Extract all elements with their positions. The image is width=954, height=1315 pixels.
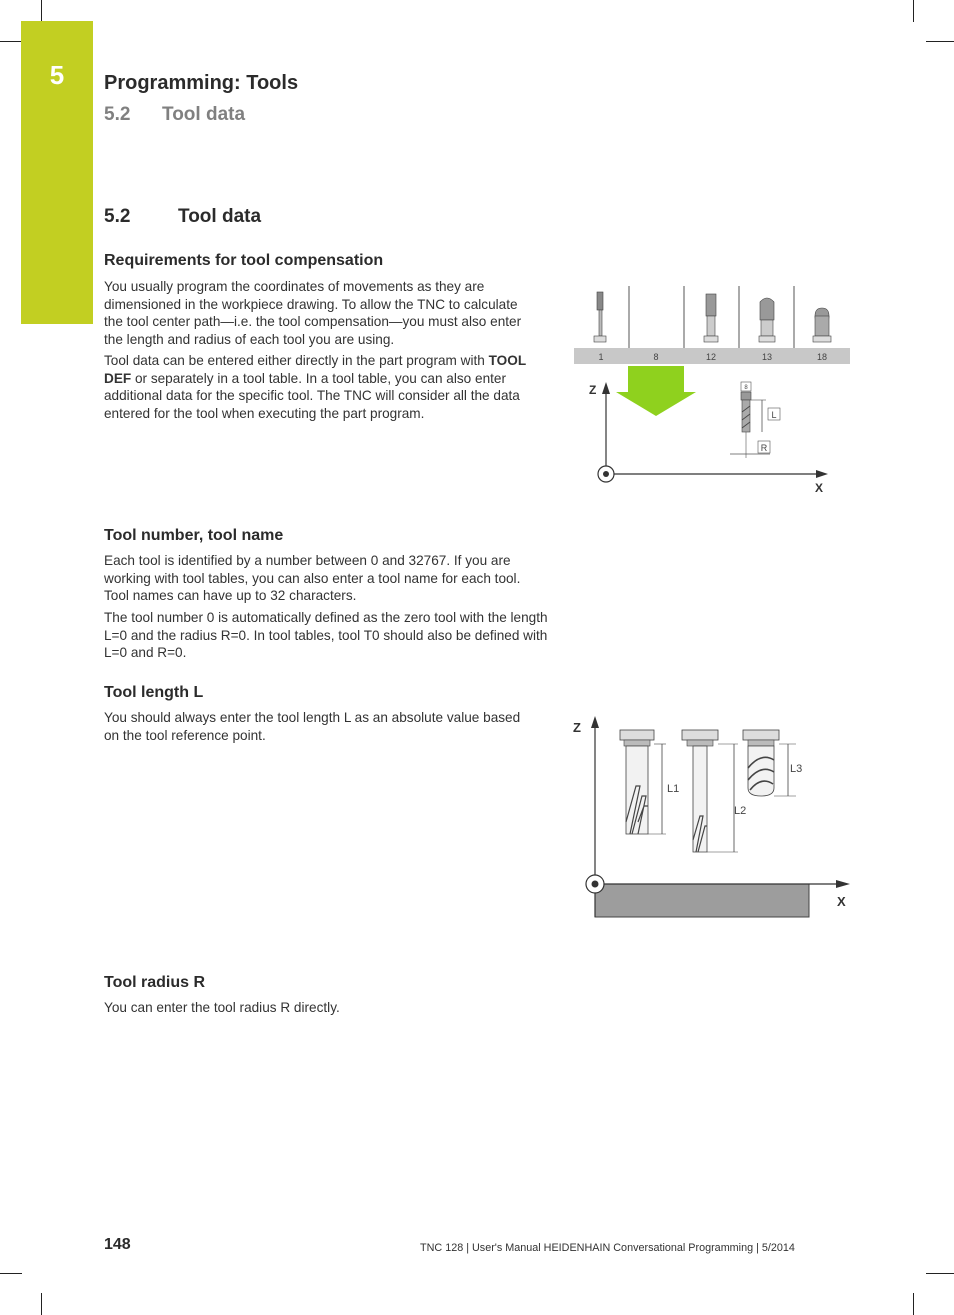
page-number: 148 [104,1236,131,1253]
footer-text: TNC 128 | User's Manual HEIDENHAIN Conversational Programming | 5/2014 [420,1242,795,1254]
crop-mark [41,1293,42,1315]
magazine-tool-13 [759,298,775,342]
axis-label-z: Z [573,720,581,735]
tool-number-8: 8 [653,352,659,362]
crop-mark [913,0,914,22]
heading-tool-length: Tool length L [104,684,204,701]
code-tool-def: TOOL DEF [104,353,526,386]
label-l3: L3 [790,763,803,775]
label-l2: L2 [734,805,747,817]
section-title: Tool data [178,206,262,227]
paragraph-tool-length: You should always enter the tool length L as an absolute value based on the tool reference point. [104,710,521,743]
crop-mark [926,1273,954,1274]
chapter-title: Programming: Tools [104,72,299,94]
tool-number-12: 12 [705,352,717,362]
magazine-tool-18 [813,308,831,342]
crop-mark [0,1273,22,1274]
label-l1: L1 [667,783,680,795]
tool-number-13: 13 [761,352,773,362]
crop-mark [41,0,42,22]
axis-label-x: X [815,481,824,495]
header-section-title: Tool data [162,104,246,125]
x-axis-arrow [836,880,850,888]
magazine-tool-1 [594,292,606,342]
axis-label-x: X [837,894,846,909]
workpiece [595,884,809,917]
label-length: L [771,410,777,420]
header-section-number: 5.2 [104,104,131,125]
x-axis-arrow [816,470,828,478]
paragraph-tool-number-1: Each tool is identified by a number between 0 and 32767. If you are working with tool tables, you can also enter a tool name for each tool. Tool names can have up to 32 characters. [104,553,521,603]
heading-tool-radius: Tool radius R [104,974,206,991]
paragraph-tool-number-2: The tool number 0 is automatically defined as the zero tool with the length L=0 and the radius R=0. In tool tables, tool T0 should also be defined with L=0 and R=0. [104,610,548,660]
crop-mark [0,41,22,42]
crop-mark [913,1293,914,1315]
figure-tool-length [566,712,854,922]
paragraph-tool-radius: You can enter the tool radius R directly. [104,1000,340,1015]
paragraph-requirements-2: Tool data can be entered either directly in the part program with TOOL DEF or separately in a tool table. In a tool table, you can also enter additional data for the specific tool. The TNC will consider all the data entered for the tool when executing the part program. [104,353,526,421]
section-number: 5.2 [104,206,131,227]
tool-number-1: 1 [598,352,604,362]
magazine-tool-12 [704,294,718,342]
heading-requirements: Requirements for tool compensation [104,252,384,269]
end-mill-tool-1 [620,730,654,834]
axis-label-z: Z [589,383,597,397]
selection-arrow [616,366,696,416]
chapter-number: 5 [49,60,65,90]
crop-mark [926,41,954,42]
label-radius: R [760,443,768,453]
heading-tool-number: Tool number, tool name [104,527,284,544]
paragraph-requirements-1: You usually program the coordinates of movements as they are dimensioned in the workpiece drawing. To allow the TNC to calculate the tool center path—i.e. the tool compensation—you must also enter the length and radius of each tool you are using. [104,279,522,347]
drill-tool-2 [682,730,718,852]
z-axis-arrow [602,382,610,394]
figure-tool-table [570,282,854,496]
tool-number-18: 18 [816,352,828,362]
z-axis-arrow [591,716,599,728]
spiral-tool-3 [743,730,779,796]
selected-tool-number: 8 [744,385,748,391]
